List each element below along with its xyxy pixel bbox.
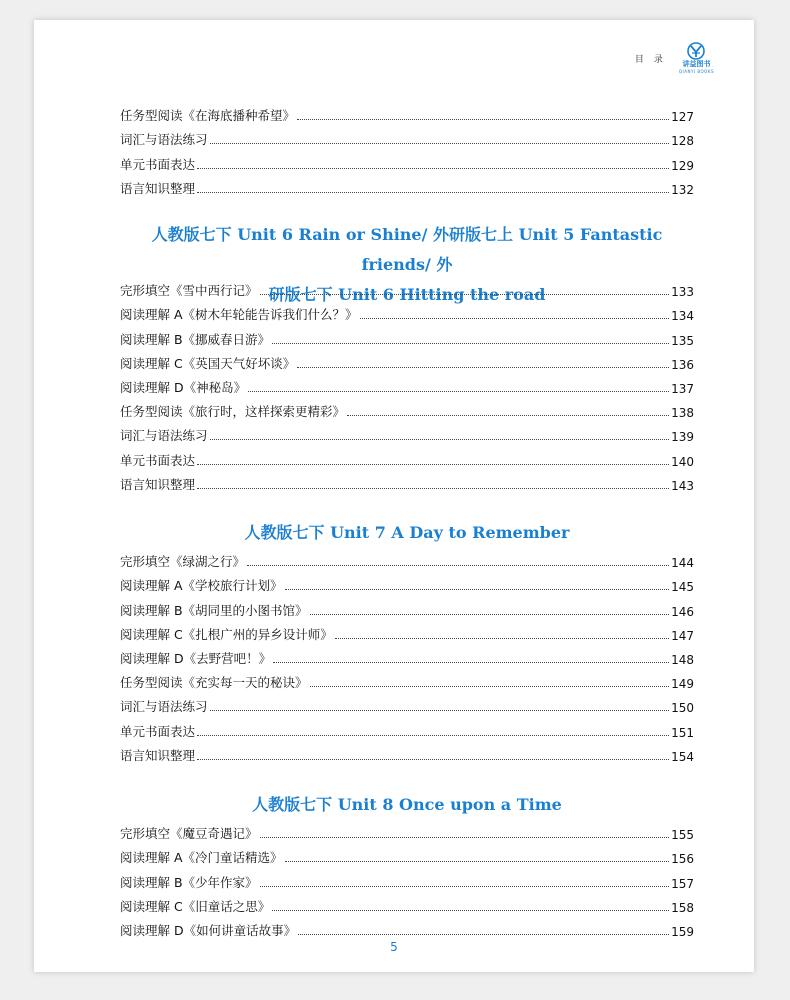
toc-entry-title: 任务型阅读《充实每一天的秘诀》 — [120, 675, 308, 691]
toc-entry[interactable] — [120, 570, 694, 594]
toc-entry[interactable] — [120, 100, 694, 124]
toc-entry-page: 154 — [671, 749, 694, 764]
toc-entry-page: 129 — [671, 158, 694, 173]
toc-entry-page: 155 — [671, 828, 694, 843]
toc-entry-page: 138 — [671, 406, 694, 421]
toc-entry-page: 144 — [671, 556, 694, 571]
toc-entry[interactable] — [120, 594, 694, 618]
toc-entry-title: 阅读理解 B《挪威春日游》 — [120, 331, 271, 347]
leader-dots — [310, 686, 670, 687]
toc-entry-title: 阅读理解 C《旧童话之思》 — [120, 898, 271, 914]
toc-entry-page: 137 — [671, 381, 694, 396]
header-label: 目录 — [634, 54, 673, 65]
logo-text: 讲益图书 — [682, 60, 711, 68]
toc-entry[interactable] — [120, 915, 694, 939]
toc-entry[interactable] — [120, 469, 694, 493]
leader-dots — [247, 565, 669, 566]
toc-entry-page: 140 — [671, 454, 694, 469]
leader-dots — [335, 638, 669, 639]
toc-entry[interactable] — [120, 667, 694, 691]
toc-entry-page: 133 — [671, 285, 694, 300]
leader-dots — [285, 589, 670, 590]
toc-entry-title: 阅读理解 B《少年作家》 — [120, 874, 258, 890]
toc-entry-title: 阅读理解 D《去野营吧！》 — [120, 650, 272, 666]
logo-subtext: QIANYI BOOKS — [678, 69, 714, 74]
leader-dots — [298, 934, 669, 935]
toc-entry[interactable] — [120, 173, 694, 197]
toc-entry-title: 语言知识整理 — [120, 180, 196, 196]
toc-entry[interactable] — [120, 148, 694, 172]
toc-entry-title: 单元书面表达 — [120, 452, 196, 468]
page-header — [635, 42, 714, 74]
toc-entry-title: 单元书面表达 — [120, 156, 196, 172]
toc-section-unit-7 — [120, 546, 694, 764]
unit-6-heading-line1: 人教版七下 Unit 6 Rain or Shine/ 外研版七上 Unit 5 Fantastic friends/ 外 — [151, 225, 663, 274]
toc-entry[interactable] — [120, 348, 694, 372]
toc-entry-title: 阅读理解 C《扎根广州的异乡设计师》 — [120, 626, 333, 642]
toc-entry-page: 135 — [671, 333, 694, 348]
toc-entry-title: 阅读理解 C《英国天气好坏谈》 — [120, 355, 296, 371]
toc-entry[interactable] — [120, 546, 694, 570]
leader-dots — [347, 415, 669, 416]
leader-dots — [197, 168, 669, 169]
toc-entry-page: 128 — [671, 134, 694, 149]
toc-entry[interactable] — [120, 842, 694, 866]
toc-entry-title: 阅读理解 A《冷门童话精选》 — [120, 850, 283, 866]
leader-dots — [360, 318, 670, 319]
toc-entry[interactable] — [120, 691, 694, 715]
toc-entry-title: 词汇与语法练习 — [120, 428, 208, 444]
toc-entry-title: 单元书面表达 — [120, 723, 196, 739]
toc-entry[interactable] — [120, 891, 694, 915]
page-number: 5 — [390, 940, 398, 954]
toc-entry-page: 134 — [671, 309, 694, 324]
toc-entry-title: 阅读理解 D《如何讲童话故事》 — [120, 922, 297, 938]
unit-7-heading: 人教版七下 Unit 7 A Day to Remember — [244, 523, 570, 542]
toc-entry-page: 146 — [671, 604, 694, 619]
leader-dots — [260, 886, 670, 887]
toc-entry[interactable] — [120, 275, 694, 299]
toc-section-unit-8 — [120, 818, 694, 939]
leader-dots — [197, 759, 669, 760]
toc-entry-page: 143 — [671, 478, 694, 493]
leader-dots — [197, 488, 669, 489]
document-page — [34, 20, 754, 972]
leader-dots — [197, 735, 669, 736]
toc-entry[interactable] — [120, 420, 694, 444]
toc-entry-page: 139 — [671, 430, 694, 445]
leader-dots — [248, 391, 669, 392]
toc-section-unit-6 — [120, 275, 694, 493]
toc-entry-page: 159 — [671, 924, 694, 939]
leader-dots — [210, 710, 670, 711]
publisher-logo — [679, 42, 714, 74]
toc-entry-title: 阅读理解 B《胡同里的小图书馆》 — [120, 602, 308, 618]
toc-entry[interactable] — [120, 619, 694, 643]
toc-entry[interactable] — [120, 299, 694, 323]
toc-entry-page: 157 — [671, 876, 694, 891]
leader-dots — [272, 910, 669, 911]
leader-dots — [197, 464, 669, 465]
toc-entry[interactable] — [120, 715, 694, 739]
toc-entry-title: 阅读理解 D《神秘岛》 — [120, 379, 247, 395]
toc-entry-title: 完形填空《魔豆奇遇记》 — [120, 826, 258, 842]
toc-entry-page: 150 — [671, 701, 694, 716]
leader-dots — [210, 143, 670, 144]
toc-entry-page: 136 — [671, 357, 694, 372]
toc-entry-page: 147 — [671, 628, 694, 643]
toc-entry-title: 任务型阅读《旅行时，这样探索更精彩》 — [120, 404, 346, 420]
leader-dots — [297, 119, 669, 120]
leader-dots — [310, 614, 670, 615]
toc-entry-page: 158 — [671, 900, 694, 915]
toc-entry-title: 完形填空《雪中西行记》 — [120, 283, 258, 299]
toc-entry-title: 阅读理解 A《树木年轮能告诉我们什么？》 — [120, 307, 358, 323]
leader-dots — [260, 837, 670, 838]
toc-entry-page: 151 — [671, 725, 694, 740]
toc-entry[interactable] — [120, 372, 694, 396]
toc-entry[interactable] — [120, 396, 694, 420]
leader-dots — [273, 662, 669, 663]
toc-entry-page: 149 — [671, 677, 694, 692]
toc-entry-title: 词汇与语法练习 — [120, 132, 208, 148]
leader-dots — [210, 439, 670, 440]
toc-entry[interactable] — [120, 818, 694, 842]
toc-entry-page: 132 — [671, 182, 694, 197]
leader-dots — [297, 367, 669, 368]
leader-dots — [272, 343, 669, 344]
toc-entry[interactable] — [120, 643, 694, 667]
unit-8-heading: 人教版七下 Unit 8 Once upon a Time — [252, 795, 562, 814]
toc-entry-page: 156 — [671, 852, 694, 867]
leader-dots — [285, 861, 670, 862]
publisher-logo-icon — [685, 42, 707, 60]
toc-entry-title: 词汇与语法练习 — [120, 699, 208, 715]
toc-entry-title: 语言知识整理 — [120, 747, 196, 763]
toc-section-continued — [120, 100, 694, 197]
toc-entry[interactable] — [120, 866, 694, 890]
toc-entry[interactable] — [120, 444, 694, 468]
toc-entry-title: 完形填空《绿湖之行》 — [120, 554, 246, 570]
toc-entry-page: 127 — [671, 110, 694, 125]
toc-entry[interactable] — [120, 323, 694, 347]
toc-entry[interactable] — [120, 124, 694, 148]
leader-dots — [197, 192, 669, 193]
toc-entry[interactable] — [120, 740, 694, 764]
leader-dots — [260, 294, 670, 295]
toc-entry-title: 任务型阅读《在海底播种希望》 — [120, 108, 296, 124]
toc-entry-page: 148 — [671, 652, 694, 667]
toc-entry-title: 阅读理解 A《学校旅行计划》 — [120, 578, 283, 594]
toc-entry-title: 语言知识整理 — [120, 476, 196, 492]
toc-entry-page: 145 — [671, 580, 694, 595]
unit-6-heading-line2: 研版七下 Unit 6 Hitting the road — [268, 285, 546, 304]
